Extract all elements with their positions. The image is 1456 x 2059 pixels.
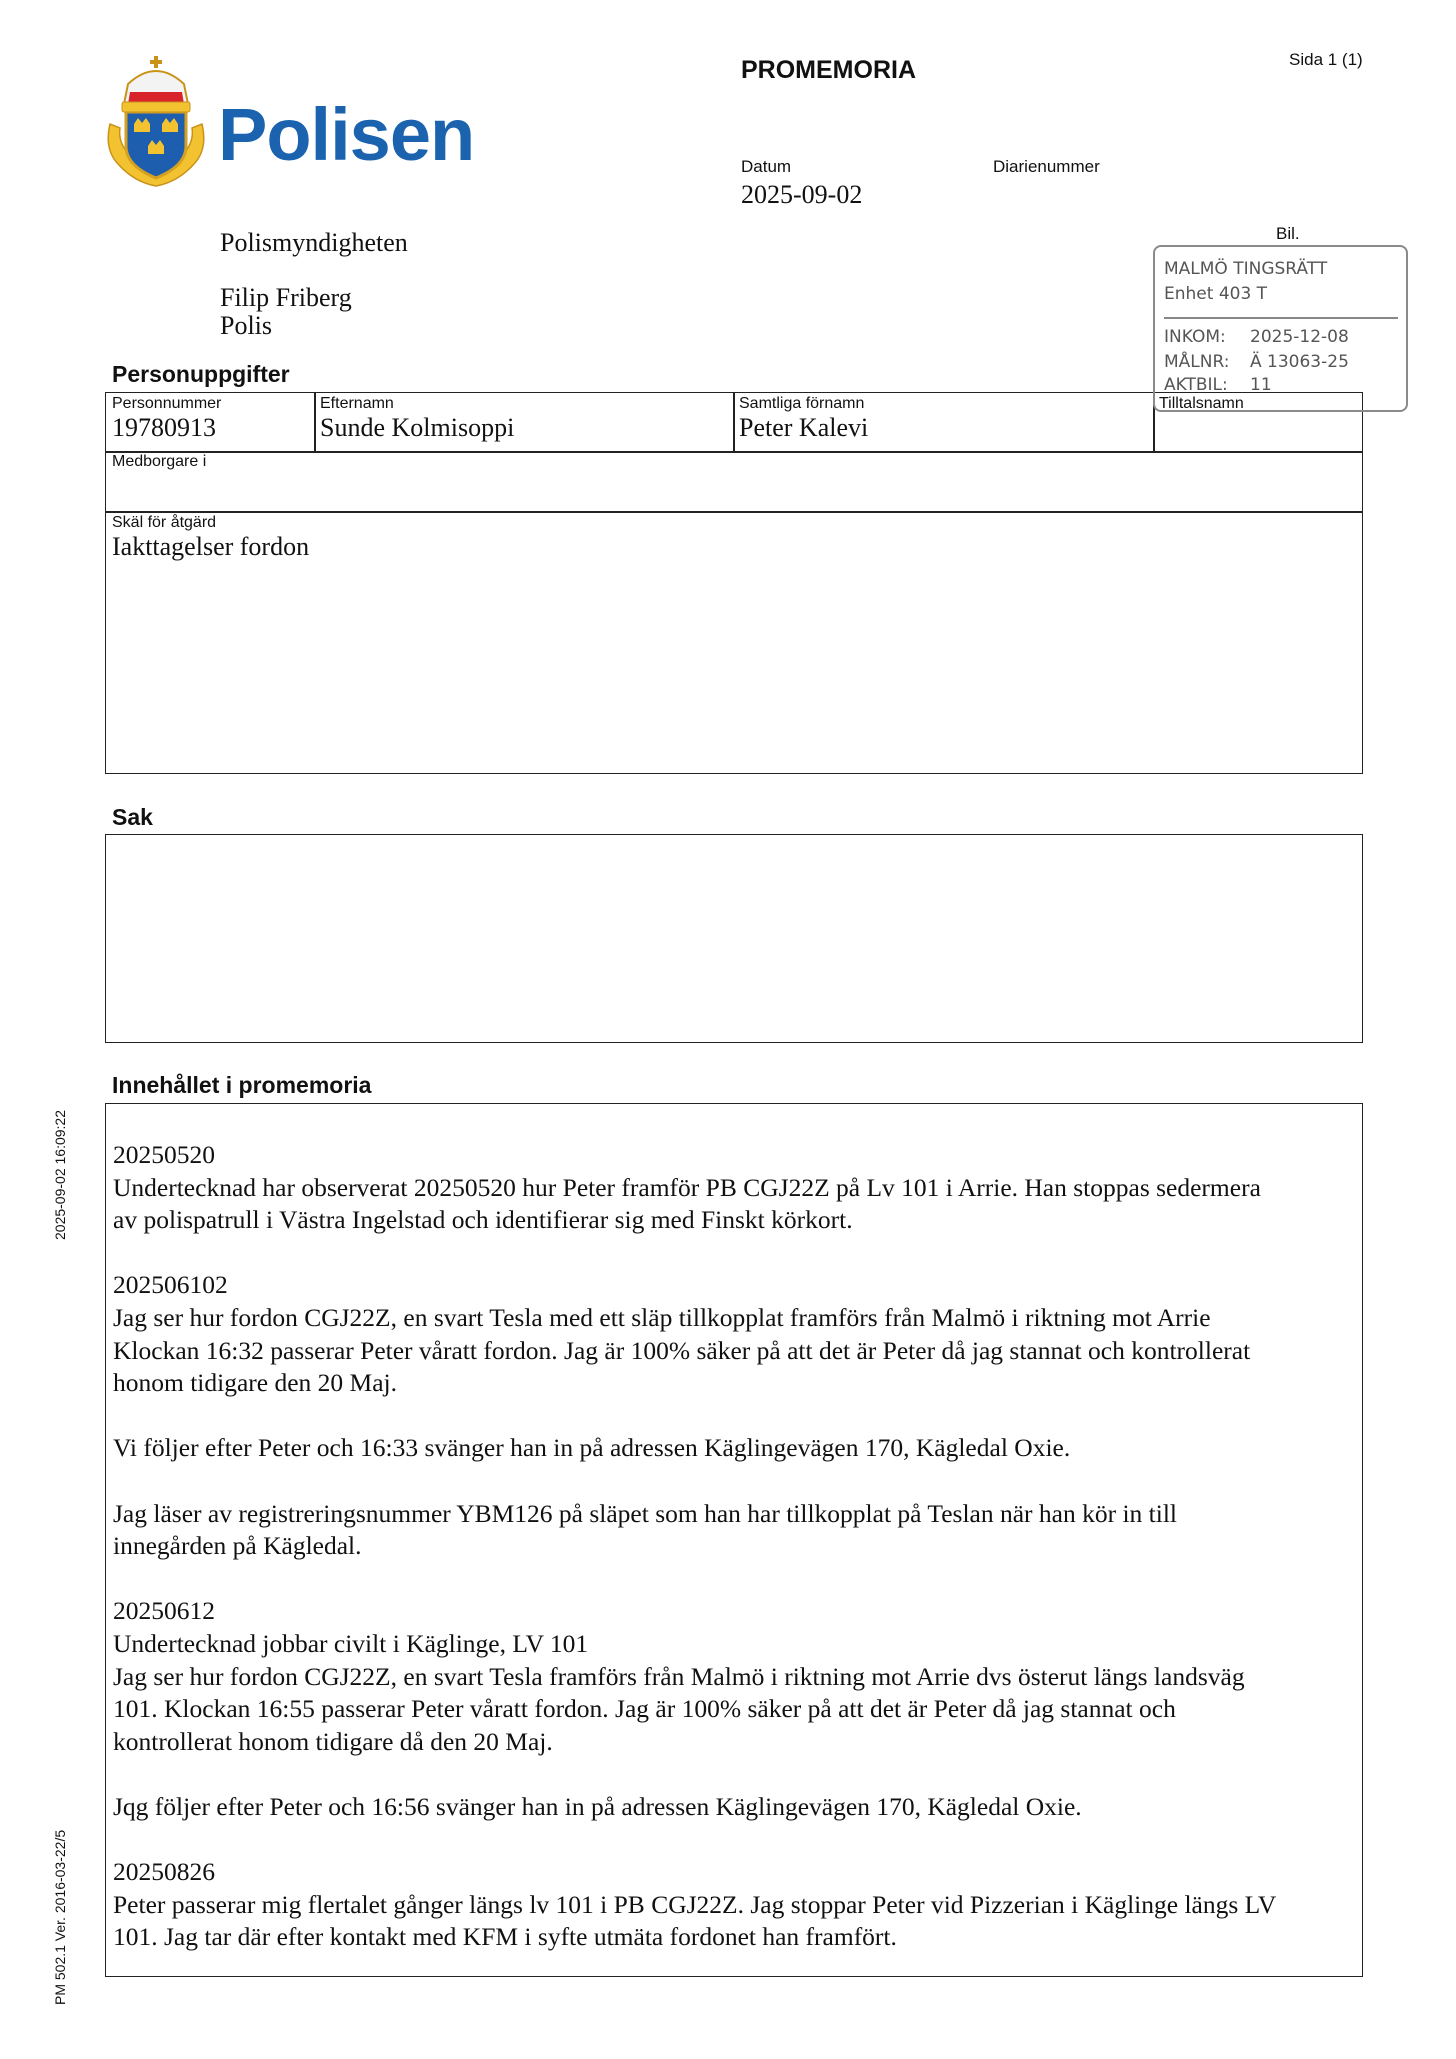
content-line: kontrollerat honom tidigare då den 20 Maj. bbox=[113, 1726, 553, 1756]
form-version: PM 502.1 Ver. 2016-03-22/5 bbox=[52, 1829, 68, 2005]
stamp-malnr-value: Ä 13063-25 bbox=[1250, 352, 1349, 372]
content-line: Peter passerar mig flertalet gånger längs lv 101 i PB CGJ22Z. Jag stoppar Peter vid Pizzerian i Käglinge längs LV bbox=[113, 1889, 1277, 1919]
content-line: Undertecknad jobbar civilt i Käglinge, LV 101 bbox=[113, 1628, 589, 1658]
skal-field bbox=[106, 512, 315, 564]
content-line bbox=[113, 1563, 1362, 1596]
content-line: honom tidigare den 20 Maj. bbox=[113, 1368, 397, 1398]
content-line: 202506102 bbox=[113, 1270, 228, 1300]
content-line: 20250520 bbox=[113, 1140, 215, 1169]
page-number: Sida 1 (1) bbox=[1289, 50, 1363, 69]
skal-value: Iakttagelser fordon bbox=[112, 532, 310, 561]
content-line: Klockan 16:32 passerar Peter våratt fordon. Jag är 100% säker på att det är Peter då jag stannat och kontrollerat bbox=[113, 1335, 1251, 1365]
bil-label: Bil. bbox=[1276, 224, 1300, 243]
content-line: 20250826 bbox=[113, 1857, 215, 1887]
content-line: Jag ser hur fordon CGJ22Z, en svart Tesla med ett släp tillkopplat framförs från Malmö i riktning mot Arrie bbox=[113, 1302, 1211, 1332]
stamp-divider bbox=[1164, 317, 1398, 319]
stamp-aktbil-label: AKTBIL: bbox=[1164, 375, 1228, 395]
medborgare-field bbox=[106, 451, 212, 473]
sak-heading: Sak bbox=[112, 804, 153, 830]
content-line: innegården på Kägledal. bbox=[113, 1531, 362, 1561]
content-line: Undertecknad har observerat 20250520 hur Peter framför PB CGJ22Z på Lv 101 i Arrie. Han stoppas sedermera bbox=[113, 1172, 1261, 1202]
content-line: av polispatrull i Västra Ingelstad och identifierar sig med Finskt körkort. bbox=[113, 1205, 853, 1235]
stamp-court: MALMÖ TINGSRÄTT bbox=[1164, 259, 1328, 279]
sak-box bbox=[105, 834, 1363, 1043]
skal-label: Skäl för åtgärd bbox=[112, 514, 217, 531]
polisen-logo-text: Polisen bbox=[218, 93, 475, 176]
person-table bbox=[105, 392, 1363, 774]
diarienummer-label: Diarienummer bbox=[993, 157, 1100, 176]
personnummer-value: 19780913 bbox=[112, 413, 216, 442]
content-heading: Innehållet i promemoria bbox=[112, 1072, 372, 1098]
content-line bbox=[113, 1758, 1362, 1791]
personnummer-field bbox=[106, 393, 314, 445]
content-line: 101. Jag tar där efter kontakt med KFM i syfte utmäta fordonet han framfört. bbox=[113, 1922, 897, 1952]
personnummer-label: Personnummer bbox=[112, 395, 222, 412]
fornamn-field bbox=[733, 393, 1153, 445]
content-line bbox=[113, 1237, 1362, 1270]
stamp-aktbil-value: 11 bbox=[1250, 375, 1272, 395]
fornamn-value: Peter Kalevi bbox=[739, 413, 869, 442]
sender-name: Filip Friberg bbox=[220, 283, 352, 312]
datum-label: Datum bbox=[741, 157, 792, 176]
efternamn-label: Efternamn bbox=[320, 395, 394, 412]
content-line bbox=[113, 1823, 1362, 1856]
efternamn-field bbox=[314, 393, 733, 445]
content-line bbox=[113, 1465, 1362, 1498]
tilltalsnamn-label: Tilltalsnamn bbox=[1159, 395, 1244, 412]
fornamn-label: Samtliga förnamn bbox=[739, 395, 865, 412]
stamp-inkom bbox=[1164, 325, 1406, 350]
content-line bbox=[113, 1400, 1362, 1433]
document-title: PROMEMORIA bbox=[741, 56, 916, 84]
content-line: Jqg följer efter Peter och 16:56 svänger han in på adressen Käglingevägen 170, Kägledal Oxie. bbox=[113, 1791, 1082, 1821]
sender-authority: Polismyndigheten bbox=[220, 228, 408, 257]
polisen-crest-icon bbox=[104, 54, 208, 188]
content-line: 20250612 bbox=[113, 1596, 215, 1626]
content-box bbox=[105, 1103, 1363, 1977]
content-line: Vi följer efter Peter och 16:33 svänger han in på adressen Käglingevägen 170, Kägledal Oxie. bbox=[113, 1433, 1071, 1463]
stamp-aktbil bbox=[1164, 375, 1406, 395]
medborgare-label: Medborgare i bbox=[112, 453, 207, 470]
datum-value: 2025-09-02 bbox=[741, 180, 863, 209]
court-stamp bbox=[1153, 245, 1408, 412]
sender-role: Polis bbox=[220, 311, 273, 340]
stamp-inkom-label: INKOM: bbox=[1164, 327, 1226, 347]
content-line: Jag läser av registreringsnummer YBM126 på släpet som han har tillkopplat på Teslan när han kör in till bbox=[113, 1498, 1178, 1528]
personuppgifter-heading: Personuppgifter bbox=[112, 361, 290, 387]
content-line: 101. Klockan 16:55 passerar Peter våratt fordon. Jag är 100% säker på att det är Peter då jag stannat och bbox=[113, 1694, 1176, 1724]
stamp-unit: Enhet 403 T bbox=[1164, 284, 1268, 304]
content-line: Jag ser hur fordon CGJ22Z, en svart Tesla framförs från Malmö i riktning mot Arrie dvs österut längs landsväg bbox=[113, 1661, 1245, 1691]
print-timestamp: 2025-09-02 16:09:22 bbox=[52, 1110, 68, 1240]
stamp-inkom-value: 2025-12-08 bbox=[1250, 327, 1349, 347]
stamp-malnr-label: MÅLNR: bbox=[1164, 352, 1230, 372]
stamp-malnr bbox=[1164, 350, 1406, 375]
efternamn-value: Sunde Kolmisoppi bbox=[320, 413, 515, 442]
